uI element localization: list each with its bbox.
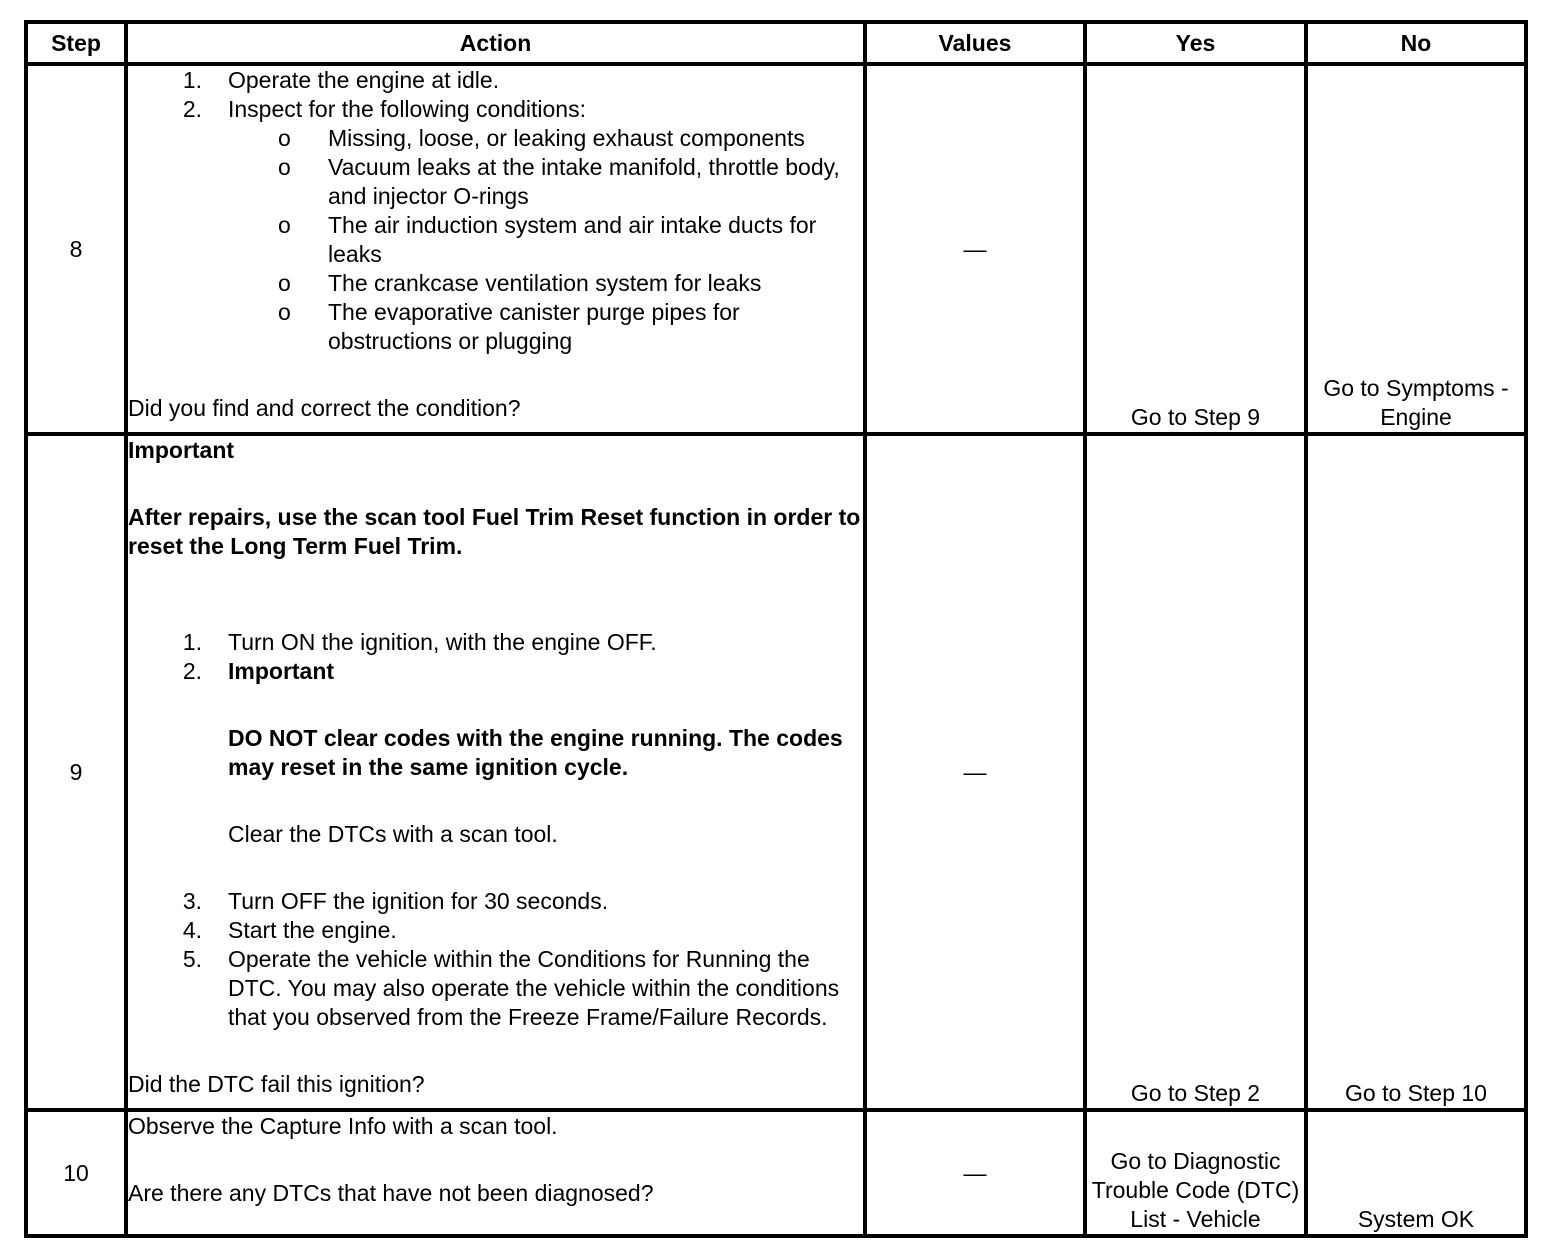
action-text: Observe the Capture Info with a scan tool. <box>128 1113 558 1139</box>
bullet-item <box>128 153 863 211</box>
yes-link[interactable]: Go to Step 9 <box>1085 64 1306 434</box>
item-text: Turn ON the ignition, with the engine OFF. <box>228 629 657 655</box>
action-cell <box>126 1110 865 1236</box>
bullet-item <box>128 269 863 298</box>
bullet-item <box>128 124 863 153</box>
header-yes: Yes <box>1085 22 1306 64</box>
list-item <box>128 945 863 1032</box>
header-values: Values <box>865 22 1085 64</box>
question-text: Are there any DTCs that have not been diagnosed? <box>128 1180 654 1206</box>
item-text: Clear the DTCs with a scan tool. <box>228 821 558 847</box>
item-text: Operate the vehicle within the Conditions for Running the DTC. You may also operate the vehicle within the conditions that you observed from the Freeze Frame/Failure Records. <box>228 946 840 1030</box>
action-cell <box>126 64 865 434</box>
values-cell: — <box>865 1110 1085 1236</box>
bullet-item <box>128 211 863 269</box>
diagnostic-table <box>24 20 1528 1238</box>
item-text: Start the engine. <box>228 917 397 943</box>
important-text: After repairs, use the scan tool Fuel Trim Reset function in order to reset the Long Term Fuel Trim. <box>128 504 861 559</box>
bullet-text: The crankcase ventilation system for leaks <box>328 270 762 296</box>
bullet-icon: o <box>278 125 291 151</box>
bullet-icon: o <box>278 212 291 238</box>
item-number: 1. <box>182 67 202 93</box>
bullet-text: The evaporative canister purge pipes for obstructions or plugging <box>328 299 740 354</box>
header-row <box>26 22 1526 64</box>
header-action: Action <box>126 22 865 64</box>
step-number: 9 <box>26 434 126 1110</box>
no-link[interactable]: Go to Symptoms - Engine <box>1306 64 1526 434</box>
bullet-text: The air induction system and air intake ducts for leaks <box>328 212 817 267</box>
values-cell: — <box>865 64 1085 434</box>
bullet-text: Vacuum leaks at the intake manifold, throttle body, and injector O-rings <box>328 154 840 209</box>
header-step: Step <box>26 22 126 64</box>
bullet-icon: o <box>278 154 291 180</box>
item-text: Operate the engine at idle. <box>228 67 500 93</box>
item-number: 2. <box>182 96 202 122</box>
item-number: 2. <box>182 658 202 684</box>
bullet-text: Missing, loose, or leaking exhaust components <box>328 125 805 151</box>
list-item <box>128 657 863 686</box>
warning-text: DO NOT clear codes with the engine running. The codes may reset in the same ignition cycle. <box>228 725 843 780</box>
item-number: 3. <box>182 888 202 914</box>
table-row-step-9 <box>26 434 1526 1110</box>
item-text: Turn OFF the ignition for 30 seconds. <box>228 888 609 914</box>
question-text: Did you find and correct the condition? <box>128 395 521 421</box>
header-no: No <box>1306 22 1526 64</box>
no-link[interactable]: Go to Step 10 <box>1306 434 1526 1110</box>
step-number: 10 <box>26 1110 126 1236</box>
list-item <box>128 628 863 657</box>
yes-link[interactable]: Go to Diagnostic Trouble Code (DTC) List - Vehicle <box>1085 1110 1306 1236</box>
no-link[interactable]: System OK <box>1306 1110 1526 1236</box>
question-text: Did the DTC fail this ignition? <box>128 1071 425 1097</box>
list-item <box>128 916 863 945</box>
action-cell <box>126 434 865 1110</box>
list-item <box>128 887 863 916</box>
bullet-icon: o <box>278 270 291 296</box>
important-label: Important <box>128 437 235 463</box>
item-number: 4. <box>182 917 202 943</box>
values-cell: — <box>865 434 1085 1110</box>
bullet-icon: o <box>278 299 291 325</box>
item-text: Inspect for the following conditions: <box>228 96 586 122</box>
list-item <box>128 66 863 95</box>
item-number: 5. <box>182 946 202 972</box>
bullet-item <box>128 298 863 356</box>
item-number: 1. <box>182 629 202 655</box>
table-row-step-8 <box>26 64 1526 434</box>
yes-link[interactable]: Go to Step 2 <box>1085 434 1306 1110</box>
list-item <box>128 95 863 124</box>
step-number: 8 <box>26 64 126 434</box>
important-label: Important <box>228 658 335 684</box>
table-row-step-10 <box>26 1110 1526 1236</box>
